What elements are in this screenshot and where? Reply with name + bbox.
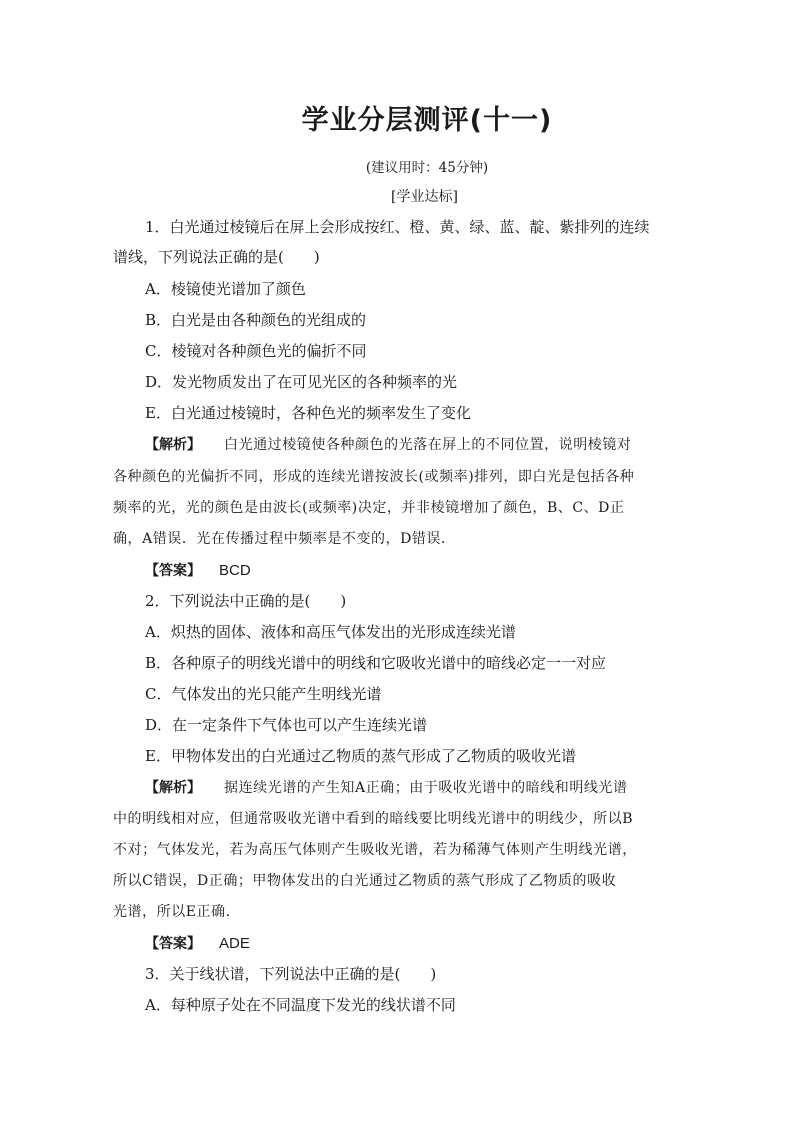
q2-analysis-line5: 光谱，所以E正确． <box>113 904 241 920</box>
q2-option-b: B．各种原子的明线光谱中的明线和它吸收光谱中的暗线必定一一对应 <box>145 654 607 672</box>
section-heading: [学业达标] <box>391 189 458 205</box>
q2-option-d: D．在一定条件下气体也可以产生连续光谱 <box>145 716 428 734</box>
q1-analysis-text1: 白光通过棱镜使各种颜色的光落在屏上的不同位置，说明棱镜对 <box>224 437 632 453</box>
q2-answer-line <box>145 933 250 954</box>
q1-stem-line1: 1．白光通过棱镜后在屏上会形成按红、橙、黄、绿、蓝、靛、紫排列的连续 <box>145 218 650 236</box>
q2-analysis-line1 <box>145 778 628 798</box>
q2-option-c: C．气体发出的光只能产生明线光谱 <box>145 685 382 703</box>
q1-option-b: B．白光是由各种颜色的光组成的 <box>145 311 367 329</box>
q2-option-a: A．炽热的固体、液体和高压气体发出的光形成连续光谱 <box>145 623 516 641</box>
q2-analysis-line3: 不对；气体发光，若为高压气体则产生吸收光谱，若为稀薄气体则产生明线光谱， <box>113 842 637 858</box>
q2-analysis-line2: 中的明线相对应，但通常吸收光谱中看到的暗线要比明线光谱中的明线少，所以B <box>113 811 634 827</box>
q2-option-e: E．甲物体发出的白光通过乙物质的蒸气形成了乙物质的吸收光谱 <box>145 747 576 765</box>
q1-answer-line <box>145 560 251 581</box>
q1-answer-value: BCD <box>219 562 251 579</box>
q2-answer-value: ADE <box>219 935 250 952</box>
q1-analysis-line3: 频率的光，光的颜色是由波长(或频率)决定，并非棱镜增加了颜色，B、C、D正 <box>113 500 625 516</box>
q1-analysis-line1 <box>145 435 631 455</box>
q2-analysis-line4: 所以C错误，D正确；甲物体发出的白光通过乙物质的蒸气形成了乙物质的吸收 <box>113 873 617 889</box>
q2-answer-tag: 【答案】 <box>145 936 201 952</box>
q1-stem-line2: 谱线，下列说法正确的是( ) <box>113 248 320 266</box>
document-title: 学业分层测评(十一) <box>301 105 553 136</box>
q3-option-a: A．每种原子处在不同温度下发光的线状谱不同 <box>145 996 456 1014</box>
q1-option-d: D．发光物质发出了在可见光区的各种频率的光 <box>145 373 458 391</box>
q2-analysis-tag: 【解析】 <box>145 780 201 796</box>
q1-analysis-line4: 确，A错误．光在传播过程中频率是不变的，D错误． <box>113 531 456 547</box>
q1-option-c: C．棱镜对各种颜色光的偏折不同 <box>145 342 367 360</box>
q1-analysis-tag: 【解析】 <box>145 437 201 453</box>
q1-option-a: A．棱镜使光谱加了颜色 <box>145 280 306 298</box>
q2-stem: 2．下列说法中正确的是( ) <box>145 592 347 610</box>
q2-analysis-text1: 据连续光谱的产生知A正确；由于吸收光谱中的暗线和明线光谱 <box>224 780 628 796</box>
time-suggestion: (建议用时：45分钟) <box>365 160 489 176</box>
q1-analysis-line2: 各种颜色的光偏折不同，形成的连续光谱按波长(或频率)排列，即白光是包括各种 <box>113 469 635 485</box>
q1-option-e: E．白光通过棱镜时，各种色光的频率发生了变化 <box>145 404 471 422</box>
q3-stem: 3．关于线状谱，下列说法中正确的是( ) <box>145 965 437 983</box>
q1-answer-tag: 【答案】 <box>145 563 201 579</box>
